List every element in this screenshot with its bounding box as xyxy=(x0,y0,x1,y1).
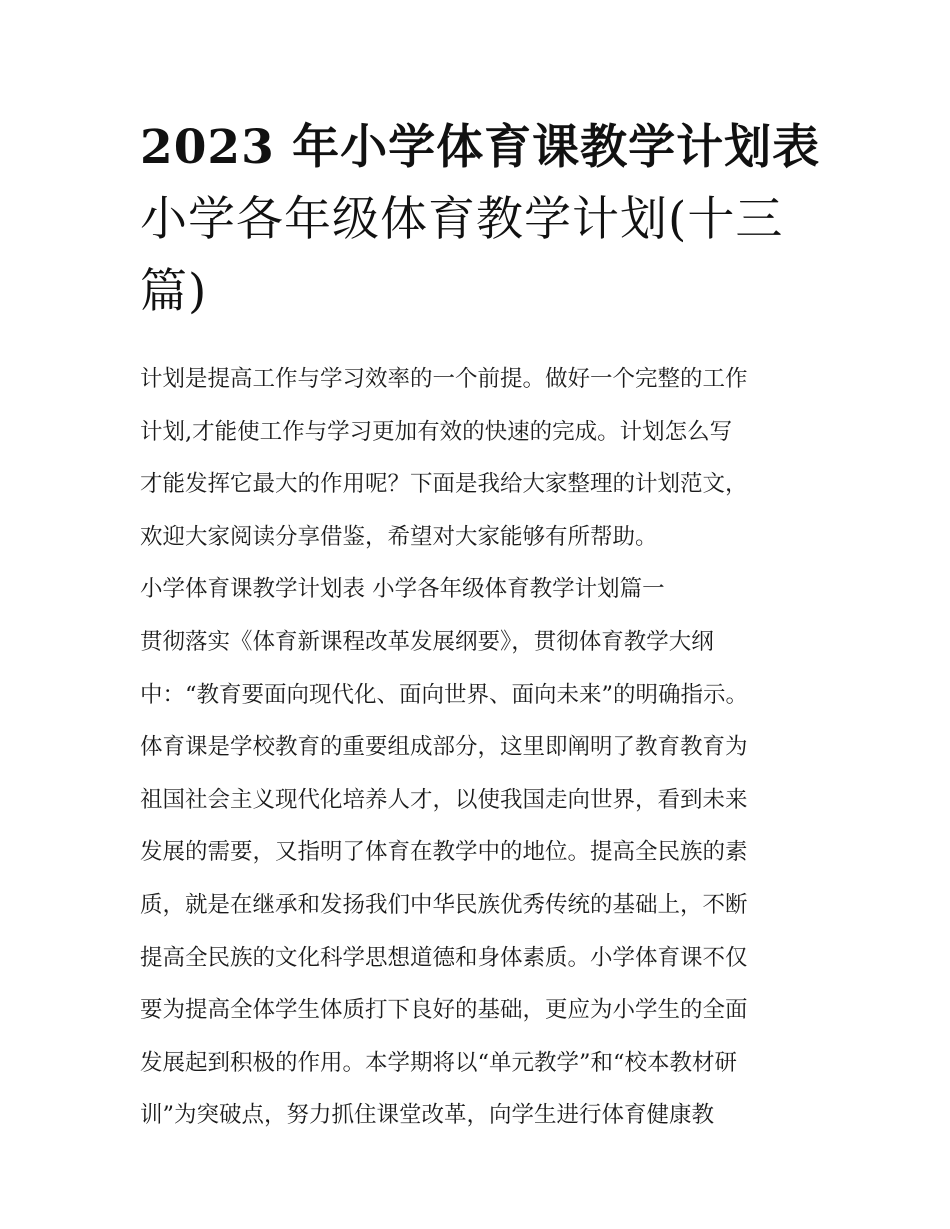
intro-line: 计划是提高工作与学习效率的一个前提。做好一个完整的工作 xyxy=(140,366,748,392)
body-line: 体育课是学校教育的重要组成部分，这里即阐明了教育教育为 xyxy=(140,734,748,761)
body-line: 祖国社会主义现代化培养人才，以使我国走向世界，看到未来 xyxy=(140,786,748,813)
intro-line: 才能发挥它最大的作用呢？下面是我给大家整理的计划范文， xyxy=(140,471,748,498)
body-line: 贯彻落实《体育新课程改革发展纲要》，贯彻体育教学大纲 xyxy=(140,628,714,655)
section-heading: 小学体育课教学计划表 小学各年级体育教学计划篇一 xyxy=(140,576,665,603)
body-line: 提高全民族的文化科学思想道德和身体素质。小学体育课不仅 xyxy=(140,944,748,971)
body-line: 中：“教育要面向现代化、面向世界、面向未来”的明确指示。 xyxy=(140,681,749,708)
document-title xyxy=(140,112,820,328)
document-body xyxy=(140,353,820,1142)
title-line: 小学各年级体育教学计划(十三 xyxy=(140,192,784,247)
intro-line: 计划,才能使工作与学习更加有效的快速的完成。计划怎么写 xyxy=(140,418,733,445)
intro-line: 欢迎大家阅读分享借鉴，希望对大家能够有所帮助。 xyxy=(140,523,658,550)
body-line: 质，就是在继承和发扬我们中华民族优秀传统的基础上，不断 xyxy=(140,891,748,918)
title-line: 篇) xyxy=(140,264,208,319)
body-line: 发展起到积极的作用。本学期将以“单元教学”和“校本教材研 xyxy=(140,1049,738,1076)
title-line: 2023 年小学体育课教学计划表 xyxy=(140,120,821,175)
body-line: 训”为突破点，努力抓住课堂改革，向学生进行体育健康教 xyxy=(140,1102,715,1129)
body-line: 要为提高全体学生体质打下良好的基础，更应为小学生的全面 xyxy=(140,997,748,1024)
body-line: 发展的需要，又指明了体育在教学中的地位。提高全民族的素 xyxy=(140,839,748,866)
